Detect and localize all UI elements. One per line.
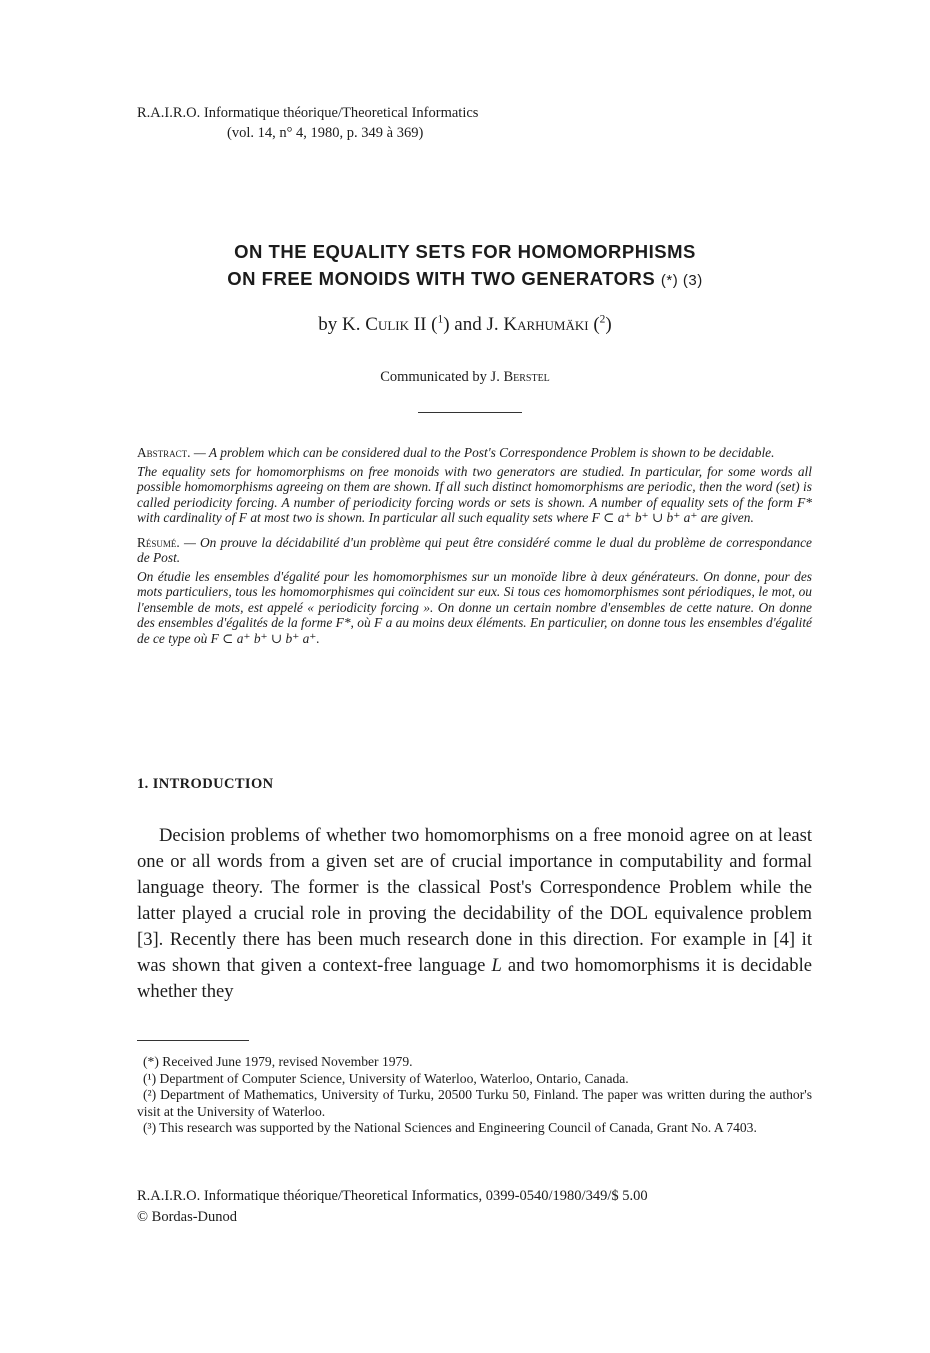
abstract-label: Abstract. [137, 445, 191, 460]
resume-text-1: — On prouve la décidabilité d'un problème qui peut être considéré comme le dual du problème de correspondance de Post. [137, 534, 812, 565]
communicated-by [0, 369, 930, 386]
resume-paragraph-1 [137, 535, 812, 566]
communicated-prefix: Communicated by J. [380, 369, 500, 385]
author-1-footnote: 1 [437, 313, 444, 326]
abstract-french [137, 535, 812, 647]
author-2-footnote: 2 [599, 313, 606, 326]
title-line-1: ON THE EQUALITY SETS FOR HOMOMORPHISMS [234, 241, 696, 262]
intro-variable-L: L [491, 955, 502, 976]
abstract-text-1: — A problem which can be considered dual to the Post's Correspondence Problem is shown to be decidable. [193, 445, 775, 460]
footnote-1: (¹) Department of Computer Science, University of Waterloo, Waterloo, Ontario, Canada. [143, 1070, 629, 1086]
footnote-2: (²) Department of Mathematics, University of Turku, 20500 Turku 50, Finland. The paper was written during the author's visit at the University of Waterloo. [137, 1087, 812, 1119]
intro-paragraph [137, 823, 812, 1005]
abstract-paragraph-1 [137, 445, 812, 461]
journal-name: R.A.I.R.O. Informatique théorique/Theoretical Informatics [137, 105, 479, 121]
resume-paragraph-2 [137, 569, 812, 647]
author-1-name: Culik [365, 314, 410, 335]
resume-text-2: On étudie les ensembles d'égalité pour les homomorphismes sur un monoïde libre à deux générateurs. On donne, pour des mots particuliers, tous les homomorphismes qui coïncident sur eux. Si tous ces homomorphismes sont périodiques, le mot, ou l'ensemble de mots, est appelé « periodicity forcing ». On donne un certain nombre d'ensembles de cette nature. On donne des ensembles d'égalités de la forme F*, où F a au moins deux éléments. En particulier, on donne tous les ensembles d'égalité de ce type où F ⊂ a⁺ b⁺ ∪ b⁺ a⁺. [137, 568, 812, 646]
footnote-3: (³) This research was supported by the National Sciences and Engineering Council of Canada, Grant No. A 7403. [143, 1120, 757, 1135]
footnote-rule [137, 1040, 249, 1041]
author-line: by K. Culik II ($^1$) and J. Karhumäki ($^2$) [318, 313, 612, 335]
abstract-section [137, 445, 812, 646]
introduction-body [137, 823, 812, 1005]
resume-label: Résumé. [137, 534, 180, 550]
author-by: by K. [318, 314, 361, 335]
title-line-2-text: ON FREE MONOIDS WITH TWO GENERATORS [227, 268, 656, 289]
footnotes [137, 1054, 812, 1137]
footer-journal: R.A.I.R.O. Informatique théorique/Theoretical Informatics, 0399-0540/1980/349/$ 5.00 [137, 1188, 648, 1204]
abstract-english [137, 445, 812, 526]
paper-title [0, 238, 930, 294]
footnote-received: (*) Received June 1979, revised November 1979. [143, 1054, 413, 1069]
intro-text-a: Decision problems of whether two homomorphisms on a free monoid agree on at least one or all words from a given set are of crucial importance in computability and formal language theory. The former is the classical Post's Correspondence Problem while the latter played a crucial role in proving the decidability of the DOL equivalence problem [3]. Recently there has been much research done in this direction. For example in [4] it was shown that given a context-free language [137, 825, 812, 976]
title-line-2 [0, 265, 930, 294]
author-2-name: Karhumäki [503, 314, 589, 335]
title-separator [418, 412, 522, 413]
journal-header [137, 103, 478, 143]
page-footer [137, 1186, 648, 1228]
author-1-suffix: II [413, 314, 427, 335]
abstract-paragraph-2 [137, 464, 812, 526]
author-and: and J. [454, 314, 499, 335]
abstract-text-2: The equality sets for homomorphisms on free monoids with two generators are studied. In particular, for some words all possible homomorphisms agreeing on them are shown. If all such distinct homomorphisms are periodic, then the word (set) is called periodicity forcing. A number of periodicity forcing words or sets is shown. A number of equality sets of the form F* with cardinality of F at most two is shown. In particular all such equality sets where F ⊂ a⁺ b⁺ ∪ b⁺ a⁺ are given. [137, 463, 812, 525]
journal-volume: (vol. 14, n° 4, 1980, p. 349 à 369) [227, 125, 424, 141]
intro-text-b: and two homomorphisms it is decidable whether they [137, 955, 812, 1002]
section-heading: 1. INTRODUCTION [137, 776, 274, 792]
title-footnote-marks: (*) (3) [660, 272, 703, 289]
footer-copyright: © Bordas-Dunod [137, 1209, 238, 1225]
communicated-name: Berstel [503, 369, 550, 385]
